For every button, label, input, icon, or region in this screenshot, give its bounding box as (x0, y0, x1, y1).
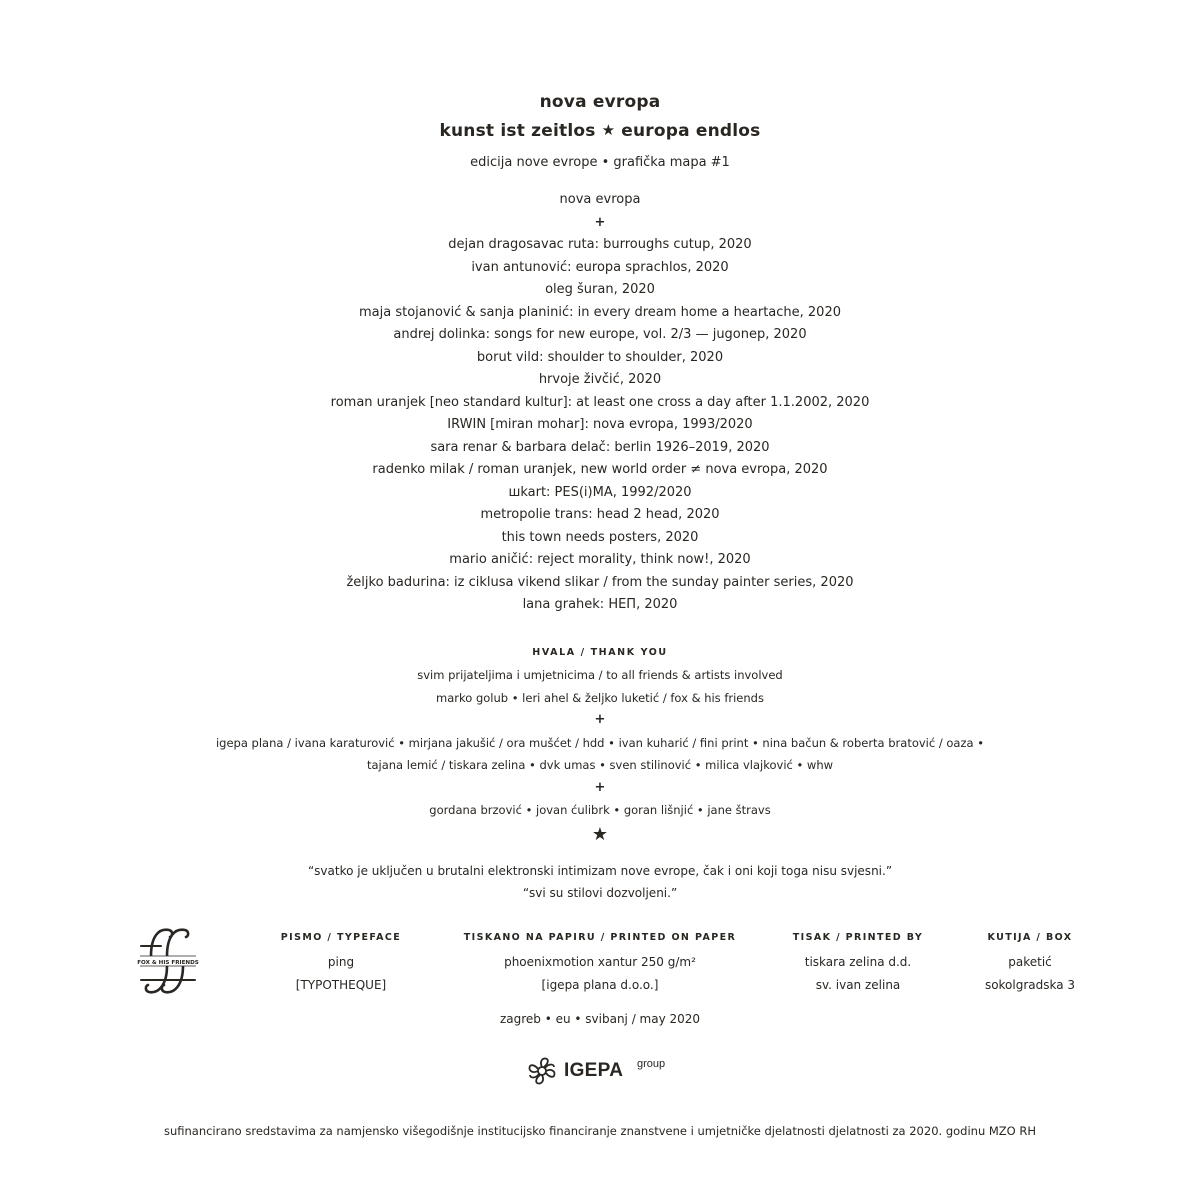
works-intro: nova evropa (559, 192, 641, 207)
work-item: шkart: PES(i)MA, 1992/2020 (508, 484, 692, 500)
typeface-value: ping (327, 955, 355, 969)
work-item: IRWIN [miran mohar]: nova evropa, 1993/2020 (447, 417, 753, 432)
box-column (975, 932, 1085, 997)
thanks-line: tajana lemić / tiskara zelina • dvk umas • sven stilinović • milica vlajković • whw (366, 758, 834, 772)
paper-value: phoenixmotion xantur 250 g/m² (504, 955, 696, 969)
work-item: dejan dragosavac ruta: burroughs cutup, 2020 (448, 237, 752, 252)
printer-column (790, 932, 926, 997)
fox-and-his-friends-logo (137, 922, 199, 1000)
logo-text: FOX & HIS FRIENDS (137, 960, 199, 966)
thanks-line: igepa plana / ivana karaturović • mirjana jakušić / ora mušćet / hdd • ivan kuharić / fini print • nina bačun & roberta bratović / oaza • (215, 735, 984, 750)
typeface-foundry: [TYPOTHEQUE] (295, 978, 387, 992)
work-item: borut vild: shoulder to shoulder, 2020 (476, 349, 724, 365)
tagline (0, 121, 1200, 141)
work-item: sara renar & barbara delač: berlin 1926–2019, 2020 (430, 439, 770, 455)
box-value: paketić (1008, 955, 1052, 969)
main-title: nova evropa (539, 92, 661, 112)
work-item: this town needs posters, 2020 (501, 529, 699, 545)
quote-line: “svatko je uključen u brutalni elektronski intimizam nove evrope, čak i oni koji toga nisu svjesni.” (307, 864, 893, 878)
funding-note: sufinancirano sredstavima za namjensko višegodišnje institucijsko financiranje znanstvene i umjetničke djelatnosti djelatnosti za 2020. godinu MZO RH (163, 1124, 1037, 1138)
star-icon: ★ (601, 121, 616, 139)
work-item: mario aničić: reject morality, think now!, 2020 (449, 552, 751, 567)
quote-block (0, 860, 1200, 904)
tagline-right: europa endlos (621, 121, 761, 141)
igepa-group-label: group (637, 1058, 666, 1070)
thanks-line: gordana brzović • jovan ćulibrk • goran lišnjić • jane štravs (429, 803, 771, 817)
work-item: lana grahek: НЕП, 2020 (522, 597, 678, 612)
work-item: roman uranjek [neo standard kultur]: at least one cross a day after 1.1.2002, 2020 (330, 394, 870, 410)
box-heading: KUTIJA / BOX (987, 932, 1073, 943)
printer-value: tiskara zelina d.d. (804, 955, 912, 969)
igepa-logo (525, 1052, 685, 1088)
paper-heading: TISKANO NA PAPIRU / PRINTED ON PAPER (463, 932, 737, 943)
star-divider-icon: ★ (591, 824, 609, 845)
thanks-line: svim prijateljima i umjetnicima / to all friends & artists involved (417, 668, 783, 682)
paper-supplier: [igepa plana d.o.o.] (541, 978, 659, 992)
edition-line: edicija nove evrope • grafička mapa #1 (470, 155, 730, 170)
typeface-column (275, 932, 407, 997)
typeface-heading: PISMO / TYPEFACE (280, 932, 402, 943)
works-list (0, 189, 1200, 617)
work-item: hrvoje živčić, 2020 (538, 372, 662, 387)
work-item: maja stojanović & sanja planinić: in every dream home a heartache, 2020 (358, 304, 841, 320)
plus-separator: + (594, 779, 606, 795)
thanks-heading: HVALA / THANK YOU (532, 647, 668, 658)
tagline-left: kunst ist zeitlos (439, 121, 596, 141)
box-address: sokolgradska 3 (984, 978, 1076, 992)
quote-line: “svi su stilovi dozvoljeni.” (522, 886, 678, 900)
work-item: metropolie trans: head 2 head, 2020 (480, 507, 720, 522)
work-item: radenko milak / roman uranjek, new world order ≠ nova evropa, 2020 (372, 462, 828, 477)
work-item: željko badurina: iz ciklusa vikend slikar / from the sunday painter series, 2020 (346, 574, 854, 590)
plus-separator: + (594, 712, 606, 727)
thanks-list (0, 664, 1200, 822)
igepa-flower-icon (525, 1054, 559, 1088)
place-date: zagreb • eu • svibanj / may 2020 (499, 1012, 701, 1026)
thanks-line: marko golub • leri ahel & željko luketić / fox & his friends (436, 690, 764, 705)
work-item: ivan antunović: europa sprachlos, 2020 (471, 259, 729, 275)
plus-separator: + (594, 214, 606, 230)
printer-heading: TISAK / PRINTED BY (792, 932, 924, 943)
work-item: andrej dolinka: songs for new europe, vol. 2/3 — jugonep, 2020 (393, 327, 807, 342)
igepa-wordmark: IGEPA (564, 1060, 624, 1081)
work-item: oleg šuran, 2020 (545, 282, 655, 297)
paper-column (460, 932, 740, 997)
printer-place: sv. ivan zelina (815, 978, 901, 992)
